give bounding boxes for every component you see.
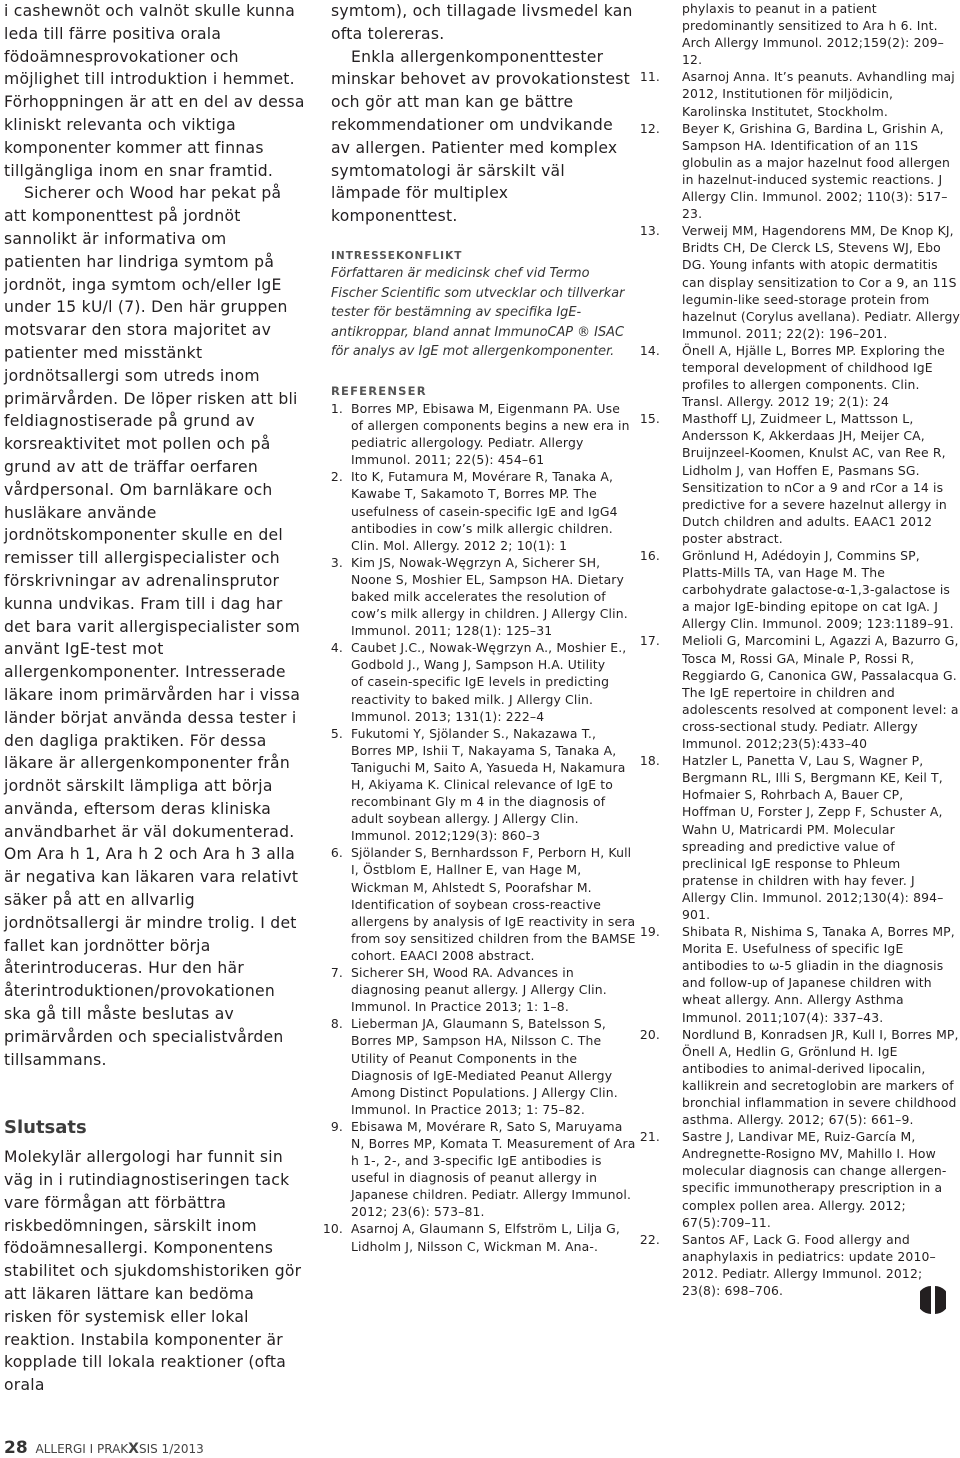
references-heading: REFERENSER xyxy=(331,383,427,398)
reference-text: Lieberman JA, Glaumann S, Batelsson S, Borres MP, Sampson HA, Nilsson C. The Utility of Peanut Components in the Diagnosis of IgE-Mediated Peanut Allergy Among Distinct Populations. J Allergy Clin. Immunol. In Practice 2013; 1: 75–82. xyxy=(351,1016,618,1117)
reference-item xyxy=(639,1231,960,1299)
reference-item xyxy=(331,554,636,639)
body-paragraph: Molekylär allergologi har funnit sin väg in i rutindiagnostiseringen tack vare förmågan att förbättra riskbedömningen, särskilt inom födoämnesallergi. Komponentens stabilitet och sjukdomshistoriken gör att läkaren lättare kan bedöma risken för systemisk eller lokal reaktion. Instabila komponenter är kopplade till lokala reaktioner (ofta orala xyxy=(4,1148,302,1395)
section-heading-slutsats: Slutsats xyxy=(4,1117,87,1139)
reference-item xyxy=(331,468,636,553)
reference-text: Borres MP, Ebisawa M, Eigenmann PA. Use of allergen components begins a new era in pediatric allergology. Pediatr. Allergy Immunol. 2011; 22(5): 454–61 xyxy=(351,400,630,468)
reference-item xyxy=(331,725,636,845)
reference-text: Nordlund B, Konradsen JR, Kull I, Borres MP, Önell A, Hedlin G, Grönlund H. IgE antibodies to animal-derived lipocalin, kallikrein and secretoglobin are markers of bronchial inflammation in severe childhood asthma. Allergy. 2012; 67(5): 661–9. xyxy=(682,1026,959,1128)
reference-number: 8. xyxy=(330,1016,343,1032)
reference-item xyxy=(331,400,636,468)
article-column-3 xyxy=(639,0,960,1299)
reference-number: 12. xyxy=(639,120,660,136)
reference-text: Sjölander S, Bernhardsson F, Perborn H, Kull I, Östblom E, Hallner E, van Hage M, Wickman M, Ahlstedt S, Poorafshar M. Identification of soybean cross-reactive allergens by analysis of IgE reactivity in sera from soy sensitized children from the BAMSE cohort. EAACI 2008 abstract. xyxy=(351,845,636,963)
reference-text: phylaxis to peanut in a patient predominantly sensitized to Ara h 6. Int. Arch Allergy Immunol. 2012;159(2): 209–12. xyxy=(682,1,945,68)
reference-item xyxy=(639,752,960,923)
reference-number: 17. xyxy=(639,633,660,649)
reference-text: Ebisawa M, Movérare R, Sato S, Maruyama N, Borres MP, Komata T. Measurement of Ara h 1-, 2-, and 3-specific IgE antibodies is useful in diagnosis of peanut allergy in Japanese children. Pediatr. Allergy Immunol. 2012; 23(6): 573–81. xyxy=(351,1118,636,1220)
reference-item xyxy=(639,410,960,547)
reference-text: of casein-specific IgE levels in predicting reactivity to baked milk. J Allergy Clin. Immunol. 2013; 131(1): 222–4 xyxy=(351,674,610,724)
reference-number: 10. xyxy=(322,1221,343,1237)
reference-number: 21. xyxy=(639,1129,660,1145)
journal-name-x: X xyxy=(128,1441,139,1457)
reference-item xyxy=(639,120,960,223)
reference-text: Asarnoj Anna. It’s peanuts. Avhandling maj 2012, Institutionen för miljödicin, Karolinska Institutet, Stockholm. xyxy=(682,69,955,119)
reference-text: Hatzler L, Panetta V, Lau S, Wagner P, Bergmann RL, Illi S, Bergmann KE, Keil T, Hofmaier S, Rohrbach A, Bauer CP, Hoffman U, Forster J, Zepp F, Schuster A, Wahn U, Matricardi PM. Molecular spreading and predictive value of preclinical IgE response to Phleum pratense in children with hay fever. J Allergy Clin. Immunol. 2012;130(4): 894–901. xyxy=(682,753,944,922)
reference-number: 14. xyxy=(639,342,660,358)
page-footer xyxy=(4,1438,204,1458)
reference-text: Ito K, Futamura M, Movérare R, Tanaka A, Kawabe T, Sakamoto T, Borres MP. The usefulness of casein-specific IgE and IgG4 antibodies in cow’s milk allergic children. Clin. Mol. Allergy. 2012 2; 10(1): 1 xyxy=(351,469,618,553)
reference-item xyxy=(331,639,636,673)
reference-item xyxy=(331,1015,636,1118)
reference-item xyxy=(639,68,960,119)
body-paragraph: symtom), och tillagade livsmedel kan ofta tolereras. xyxy=(331,2,633,43)
reference-text: Melioli G, Marcomini L, Agazzi A, Bazurro G, Tosca M, Rossi GA, Minale P, Rossi R, Reggiardo G, Canonica GW, Passalacqua G. The IgE repertoire in children and adolescents resolved at component level: a cross-sectional study. Pediatr. Allergy Immunol. 2012;23(5):433–40 xyxy=(682,633,959,752)
reference-text: Shibata R, Nishima S, Tanaka A, Borres MP, Morita E. Usefulness of specific IgE antibodies to ω-5 gliadin in the diagnosis and follow-up of Japanese children with wheat allergy. Ann. Allergy Asthma Immunol. 2011;107(4): 337–43. xyxy=(682,924,955,1025)
reference-text: Sicherer SH, Wood RA. Advances in diagnosing peanut allergy. J Allergy Clin. Immunol. In Practice 2013; 1: 1–8. xyxy=(351,965,607,1015)
reference-number: 22. xyxy=(639,1231,660,1247)
conflict-of-interest-label: INTRESSEKONFLIKT xyxy=(331,249,463,262)
reference-text: Grönlund H, Adédoyin J, Commins SP, Platts-Mills TA, van Hage M. The carbohydrate galactose-α-1,3-galactose is a major IgE-binding epitope on cat IgA. J Allergy Clin. Immunol. 2009; 123:1189–91. xyxy=(682,548,954,632)
reference-item xyxy=(639,632,960,752)
reference-text: Beyer K, Grishina G, Bardina L, Grishin A, Sampson HA. Identification of an 11S globulin as a major hazelnut food allergen in hazelnut-induced systemic reactions. J Allergy Clin. Immunol. 2002; 110(3): 517–23. xyxy=(682,120,950,222)
reference-number: 16. xyxy=(639,548,660,563)
journal-name-a: ALLERGI I PRAK xyxy=(35,1442,129,1456)
reference-number: 11. xyxy=(639,69,660,85)
reference-list-continued xyxy=(639,0,960,1299)
article-end-mark-icon xyxy=(920,1284,946,1320)
reference-list xyxy=(322,400,636,1255)
body-paragraph: Sicherer och Wood har pekat på att komponenttest på jordnöt sannolikt är informativa om patienten har lindriga symtom på jordnöt, inga symtom och/eller IgE under 15 kU/l (7). Den här gruppen motsvarar den stora majoritet av patienter med misstänkt jordnötsallergi som utreds inom primärvården. De löper risken att bli feldiagnostiserade på grund av korsreaktivitet mot pollen och på grund av att de träffar oerfaren vårdpersonal. Om barnläkare och husläkare använde jordnötskomponenter skulle en del remisser till allergispecialister och förskrivningar av adrenalinsprutor kunna undvikas. Fram till i dag har det bara varit allergispecialister som använt IgE-test mot allergenkomponenter. Intresserade läkare inom primärvården har i vissa länder börjat använda dessa tester i den dagliga praktiken. För dessa läkare är allergenkomponenter från jordnöt särskilt lämpliga att börja använda, eftersom deras kliniska användbarhet är väl dokumenterad. Om Ara h 1, Ara h 2 och Ara h 3 alla är negativa kan läkaren vara relativt säker på att en allvarlig jordnötsallergi är mindre trolig. I det fallet kan jordnötter börja återintroduceras. Hur den här återintroduktionen/provokationen ska gå till måste beslutas av primärvården och specialistvården tillsammans. xyxy=(4,184,301,1069)
reference-item xyxy=(331,1118,636,1221)
reference-item xyxy=(639,923,960,1026)
reference-item xyxy=(639,342,960,410)
reference-text: Caubet J.C., Nowak-Węgrzyn A., Moshier E., Godbold J., Wang J, Sampson H.A. Utility xyxy=(351,640,627,673)
reference-item xyxy=(331,673,636,724)
reference-text: Sastre J, Landivar ME, Ruiz-García M, Andregnette-Rosigno MV, Mahillo I. How molecular diagnosis can change allergen-specific immunotherapy prescription in a complex pollen area. Allergy. 2012; 67(5):709–11. xyxy=(682,1129,947,1230)
reference-item xyxy=(639,222,960,342)
reference-number: 6. xyxy=(330,845,343,861)
reference-text: Masthoff LJ, Zuidmeer L, Mattsson L, Andersson K, Akkerdaas JH, Meijer CA, Bruijnzeel-Koomen, Knulst AC, van Ree R, Lidholm J, van Hoffen E, Pasmans SG. Sensitization to nCor a 9 and rCor a 14 is predictive for a severe hazelnut allergy in Dutch children and adults. EAAC1 2012 poster abstract. xyxy=(682,411,947,546)
reference-number: 7. xyxy=(330,965,343,981)
reference-text: Verweij MM, Hagendorens MM, De Knop KJ, Bridts CH, De Clerck LS, Stevens WJ, Ebo DG. Young infants with atopic dermatitis can display sensitization to Cor a 9, an 11S legumin-like seed-storage protein from hazelnut (Corylus avellana). Pediatr. Allergy Immunol. 2011; 22(2): 196–201. xyxy=(682,223,960,341)
body-paragraph: Enkla allergenkomponenttester minskar behovet av provokationstest och gör att man kan ge bättre rekommendationer om undvikande av allergen. Patienter med komplex symtomatologi är särskilt väl lämpade för multiplex komponenttest. xyxy=(331,47,631,226)
reference-text: Önell A, Hjälle L, Borres MP. Exploring the temporal development of childhood IgE profiles to allergen components. Clin. Transl. Allergy. 2012 19; 2(1): 24 xyxy=(682,342,945,410)
reference-number: 1. xyxy=(330,400,343,416)
reference-number: 9. xyxy=(330,1118,343,1134)
reference-item xyxy=(322,1220,636,1254)
reference-number: 20. xyxy=(639,1026,660,1042)
reference-item xyxy=(331,844,636,964)
reference-number: 15. xyxy=(639,411,660,427)
reference-text: Santos AF, Lack G. Food allergy and anaphylaxis in pediatrics: update 2010–2012. Pediatr. Allergy Immunol. 2012; 23(8): 698–706. xyxy=(682,1231,936,1299)
page-number: 28 xyxy=(4,1438,28,1458)
conflict-of-interest-text: Författaren är medicinsk chef vid Termo Fischer Scientific som utvecklar och tillverkar tester för bestämning av specifika IgE-antikroppar, bland annat ImmunoCAP ® ISAC för analys av IgE mot allergenkomponenter. xyxy=(331,265,625,360)
reference-text: Kim JS, Nowak-Węgrzyn A, Sicherer SH, Noone S, Moshier EL, Sampson HA. Dietary baked milk accelerates the resolution of cow’s milk allergy in children. J Allergy Clin. Immunol. 2011; 128(1): 125–31 xyxy=(351,554,628,639)
article-column-2 xyxy=(322,0,636,1255)
reference-text: Fukutomi Y, Sjölander S., Nakazawa T., Borres MP, Ishii T, Nakayama S, Tanaka A, Taniguchi M, Saito A, Yasueda H, Nakamura H, Akiyama K. Clinical relevance of IgE to recombinant Gly m 4 in the diagnosis of adult soybean allergy. J Allergy Clin. Immunol. 2012;129(3): 860–3 xyxy=(351,725,626,844)
reference-number: 19. xyxy=(639,924,660,940)
reference-item xyxy=(639,1026,960,1129)
journal-name-b: SIS 1/2013 xyxy=(138,1442,204,1456)
reference-item xyxy=(639,1128,960,1231)
reference-number: 13. xyxy=(639,223,660,239)
reference-number: 3. xyxy=(330,554,343,570)
reference-text: Asarnoj A, Glaumann S, Elfström L, Lilja G, Lidholm J, Nilsson C, Wickman M. Ana-. xyxy=(351,1221,621,1254)
reference-number: 4. xyxy=(330,640,343,656)
reference-item xyxy=(331,964,636,1015)
body-paragraph: i cashewnöt och valnöt skulle kunna leda till färre positiva orala födoämnesprovokationer och möjlighet till introduktion i hemmet. Förhoppningen är att en del av dessa kliniskt relevanta och viktiga komponenter kommer att finnas tillgängliga inom en snar framtid. xyxy=(4,2,305,180)
article-column-1 xyxy=(4,0,306,1397)
reference-item xyxy=(639,547,960,632)
reference-number: 2. xyxy=(330,469,343,485)
reference-number: 18. xyxy=(639,753,660,769)
reference-number: 5. xyxy=(330,725,343,741)
reference-item xyxy=(650,0,960,68)
